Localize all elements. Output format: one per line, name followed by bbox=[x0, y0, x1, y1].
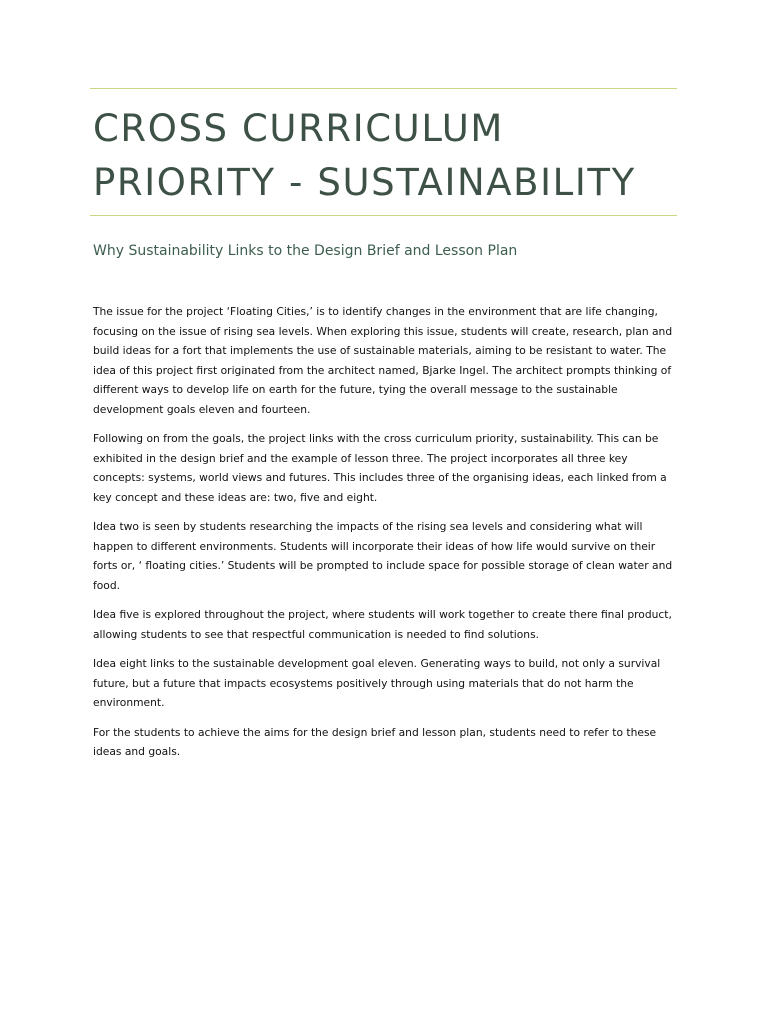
title-line-2: PRIORITY - SUSTAINABILITY bbox=[93, 161, 636, 204]
paragraph-6: For the students to achieve the aims for the design brief and lesson plan, students need to refer to these ideas and goals. bbox=[93, 725, 657, 758]
body-text bbox=[93, 302, 678, 772]
paragraph-2: Following on from the goals, the project links with the cross curriculum priority, sustainability. This can be exhibited in the design brief and the example of lesson three. The project incorporates all three key concepts: systems, world views and futures. This includes three of the organising ideas, each linked from a key concept and these ideas are: two, five and eight. bbox=[93, 432, 667, 504]
paragraph-3: Idea two is seen by students researching the impacts of the rising sea levels and considering what will happen to different environments. Students will incorporate their ideas of how life would survive on their forts or, ‘ floating cities.’ Students will be prompted to include space for possible storage of clean water and food. bbox=[93, 520, 673, 592]
title-line-1: CROSS CURRICULUM bbox=[93, 107, 504, 150]
title-top-rule bbox=[90, 88, 677, 89]
page-title bbox=[93, 102, 693, 210]
title-bottom-rule bbox=[90, 215, 677, 216]
section-heading: Why Sustainability Links to the Design Brief and Lesson Plan bbox=[93, 243, 518, 259]
paragraph-1: The issue for the project ‘Floating Cities,’ is to identify changes in the environment that are life changing, focusing on the issue of rising sea levels. When exploring this issue, students will create, research, plan and build ideas for a fort that implements the use of sustainable materials, aiming to be resistant to water. The idea of this project first originated from the architect named, Bjarke Ingel. The architect prompts thinking of different ways to develop life on earth for the future, tying the overall message to the sustainable development goals eleven and fourteen. bbox=[93, 305, 673, 416]
paragraph-4: Idea five is explored throughout the project, where students will work together to create there final product, allowing students to see that respectful communication is needed to find solutions. bbox=[93, 608, 672, 641]
paragraph-5: Idea eight links to the sustainable development goal eleven. Generating ways to build, not only a survival future, but a future that impacts ecosystems positively through using materials that do not harm the environment. bbox=[93, 657, 661, 709]
